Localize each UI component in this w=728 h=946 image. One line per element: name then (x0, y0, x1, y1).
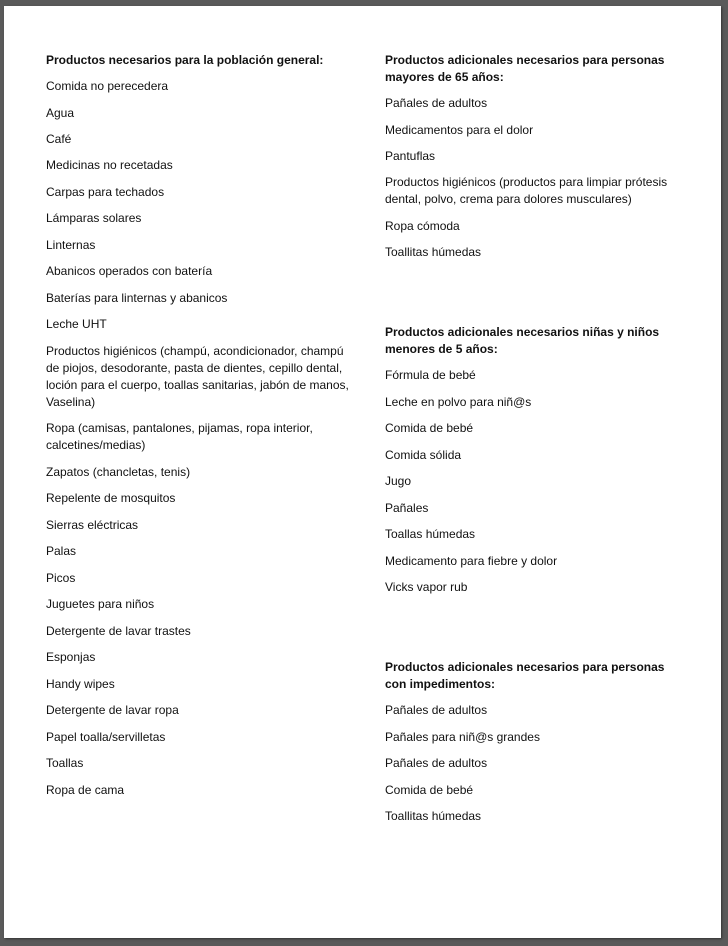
list-item: Detergente de lavar ropa (46, 703, 179, 717)
list-item: Pantuflas (385, 149, 436, 163)
list-item: Juguetes para niños (46, 597, 155, 611)
list-item: Toallas húmedas (385, 527, 476, 541)
list-item: Comida de bebé (385, 783, 474, 797)
list-item: Baterías para linternas y abanicos (46, 291, 228, 305)
section-title: Productos adicionales necesarios para personas con impedimentos: (385, 660, 665, 691)
list-item: Toallas (46, 756, 84, 770)
list-item: Medicinas no recetadas (46, 158, 173, 172)
list-item: Comida no perecedera (46, 79, 169, 93)
list-item: Leche en polvo para niñ@s (385, 395, 532, 409)
list-item: Ropa (camisas, pantalones, pijamas, ropa interior, calcetines/medias) (46, 421, 313, 452)
list-item: Toallitas húmedas (385, 245, 482, 259)
list-item: Detergente de lavar trastes (46, 624, 191, 638)
list-item: Zapatos (chancletas, tenis) (46, 465, 191, 479)
list-item: Pañales de adultos (385, 756, 488, 770)
list-item: Palas (46, 544, 77, 558)
list-item: Carpas para techados (46, 185, 165, 199)
list-item: Café (46, 132, 72, 146)
list-item: Pañales para niñ@s grandes (385, 730, 540, 744)
list-item: Medicamento para fiebre y dolor (385, 554, 558, 568)
list-item: Fórmula de bebé (385, 368, 476, 382)
list-item: Papel toalla/servilletas (46, 730, 166, 744)
list-item: Pañales de adultos (385, 703, 488, 717)
list-item: Productos higiénicos (champú, acondicionador, champú de piojos, desodorante, pasta de dientes, cepillo dental, loción para el cuerpo, toallas sanitarias, jabón de manos, Vaselina) (46, 344, 349, 409)
list-item: Lámparas solares (46, 211, 142, 225)
list-item: Medicamentos para el dolor (385, 123, 534, 137)
list-item: Abanicos operados con batería (46, 264, 213, 278)
list-item: Pañales (385, 501, 429, 515)
list-item: Esponjas (46, 650, 96, 664)
list-item: Repelente de mosquitos (46, 491, 176, 505)
section-title: Productos adicionales necesarios para personas mayores de 65 años: (385, 53, 665, 84)
list-item: Picos (46, 571, 76, 585)
list-item: Vicks vapor rub (385, 580, 468, 594)
list-item: Comida de bebé (385, 421, 474, 435)
list-item: Sierras eléctricas (46, 518, 139, 532)
list-item: Linternas (46, 238, 96, 252)
list-item: Agua (46, 106, 75, 120)
document-page (4, 6, 721, 938)
list-item: Ropa de cama (46, 783, 125, 797)
list-item: Ropa cómoda (385, 219, 460, 233)
list-item: Toallitas húmedas (385, 809, 482, 823)
list-item: Productos higiénicos (productos para limpiar prótesis dental, polvo, crema para dolores musculares) (385, 175, 668, 206)
list-item: Handy wipes (46, 677, 115, 691)
list-item: Leche UHT (46, 317, 107, 331)
list-item: Pañales de adultos (385, 96, 488, 110)
section-title: Productos adicionales necesarios niñas y niños menores de 5 años: (385, 325, 660, 356)
list-item: Comida sólida (385, 448, 462, 462)
section-title: Productos necesarios para la población general: (46, 53, 324, 67)
list-item: Jugo (385, 474, 412, 488)
